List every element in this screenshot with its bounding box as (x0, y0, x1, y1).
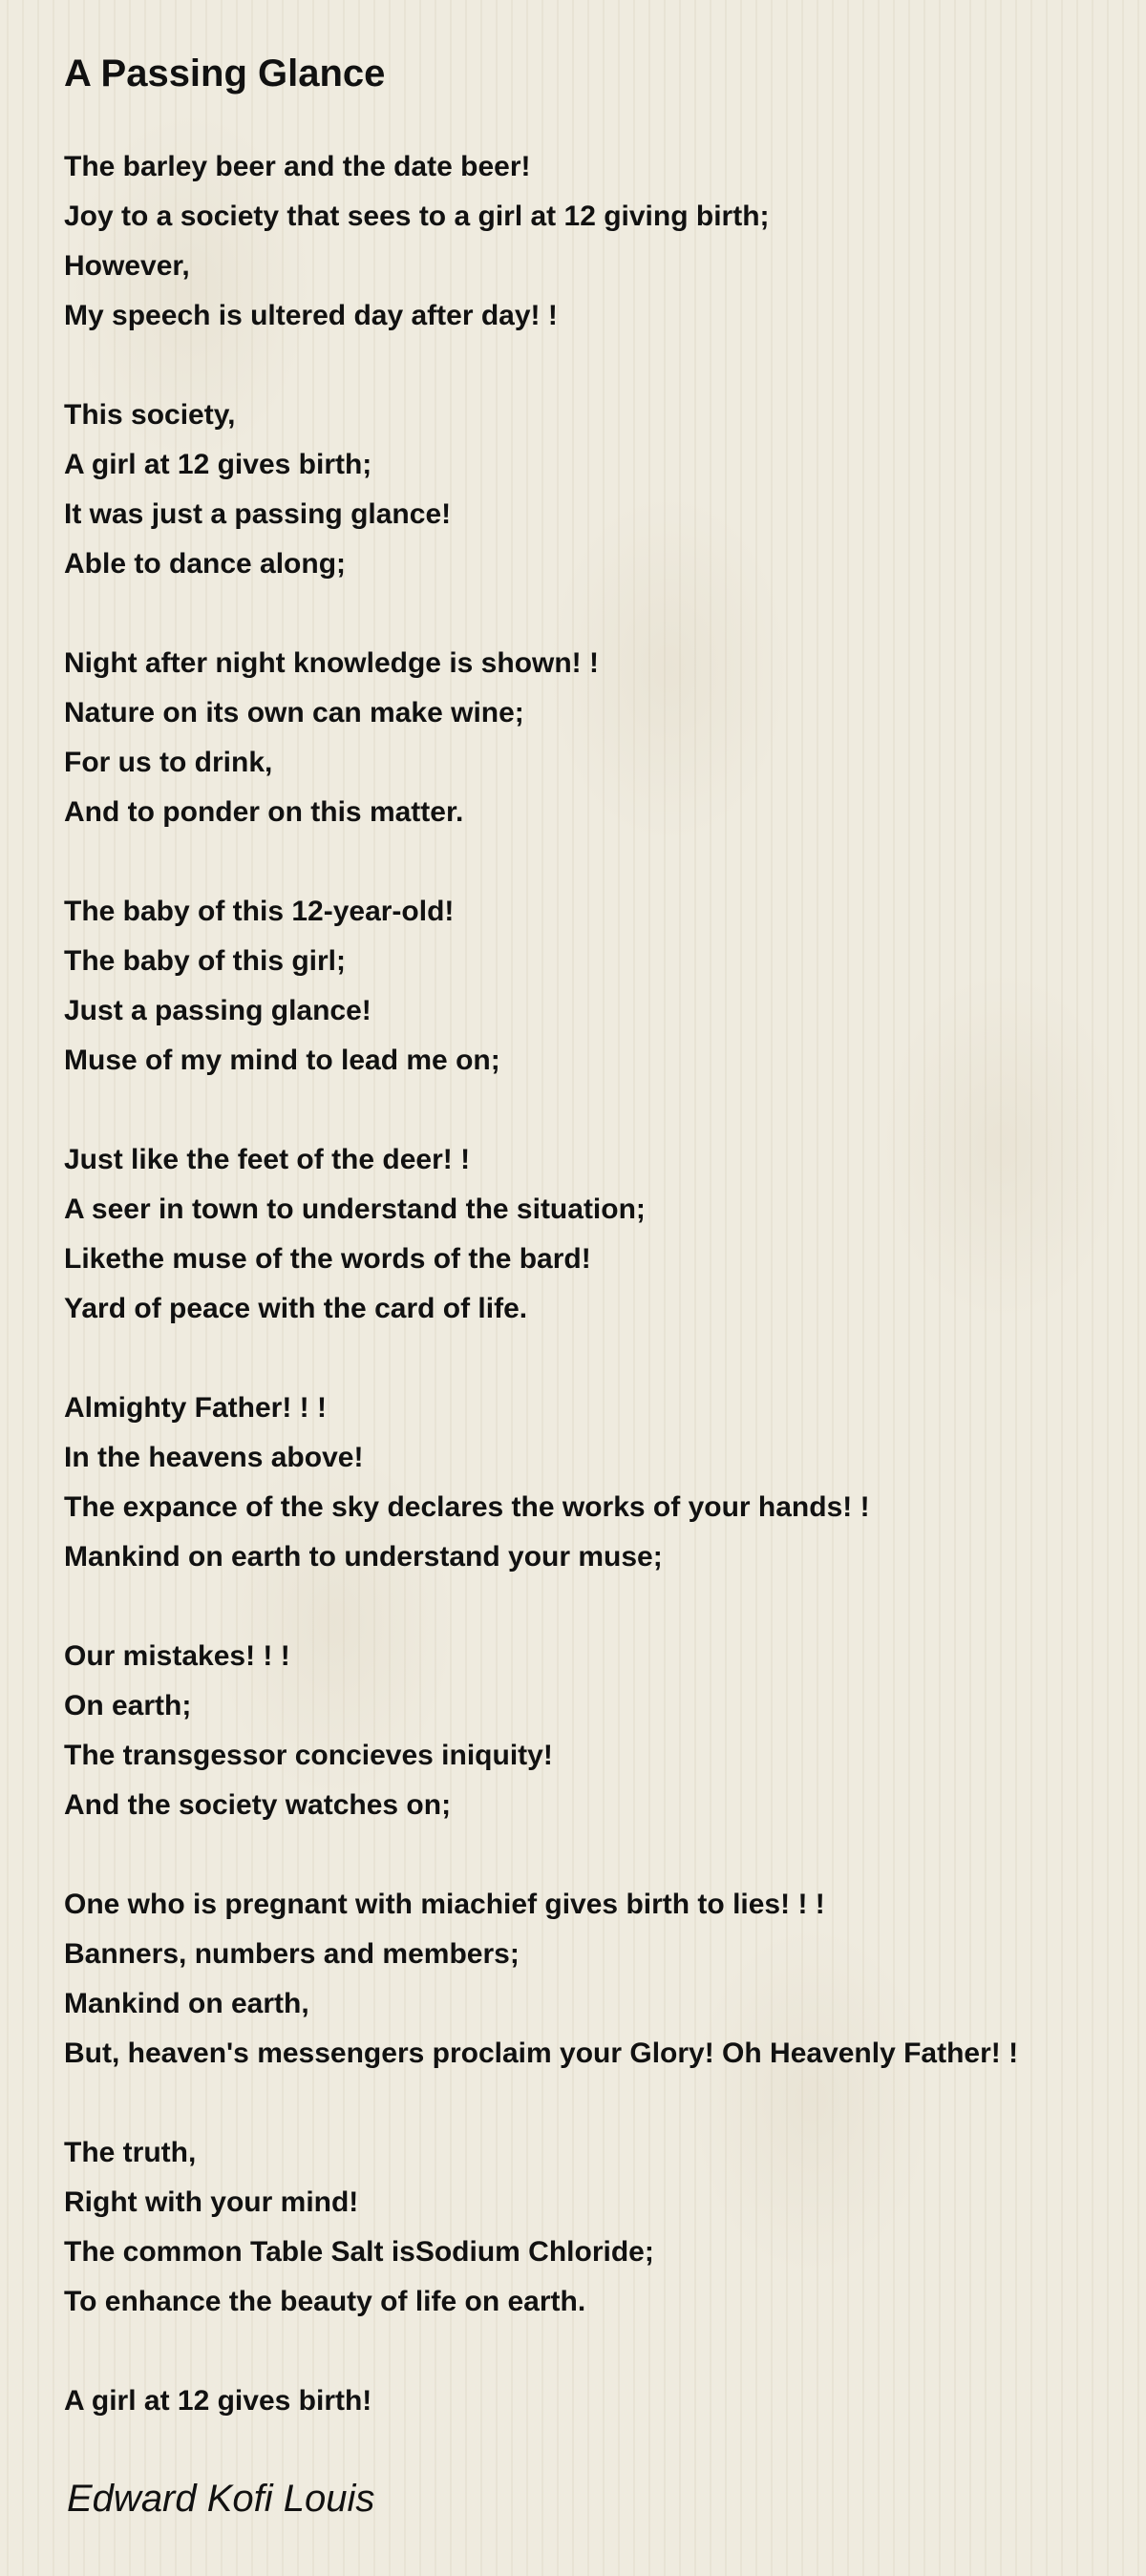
poem-line: My speech is ultered day after day! ! (64, 300, 558, 331)
poem-line: The truth, (64, 2137, 197, 2168)
poem-line: Right with your mind! (64, 2186, 359, 2218)
poem-line: A seer in town to understand the situation; (64, 1193, 646, 1225)
poem-line: A girl at 12 gives birth! (64, 2385, 372, 2417)
poem-line: The expance of the sky declares the works of your hands! ! (64, 1491, 870, 1523)
stanza (64, 1135, 1134, 1334)
poem-line: But, heaven's messengers proclaim your Glory! Oh Heavenly Father! ! (64, 2038, 1019, 2069)
poem-line: In the heavens above! (64, 1442, 364, 1473)
poem-author: Edward Kofi Louis (67, 2478, 375, 2520)
poem-line: To enhance the beauty of life on earth. (64, 2286, 586, 2317)
poem-line: Yard of peace with the card of life. (64, 1293, 528, 1324)
stanza (64, 1632, 1134, 1830)
poem-line: Almighty Father! ! ! (64, 1392, 327, 1424)
stanza (64, 391, 1134, 589)
poem-line: Joy to a society that sees to a girl at 12 giving birth; (64, 201, 770, 232)
poem-line: This society, (64, 399, 236, 431)
poem-line: Night after night knowledge is shown! ! (64, 647, 599, 679)
poem-line: However, (64, 250, 190, 282)
stanza (64, 639, 1134, 837)
poem-line: The common Table Salt isSodium Chloride; (64, 2236, 654, 2268)
poem-line: The barley beer and the date beer! (64, 151, 531, 182)
poem-line: Just a passing glance! (64, 995, 371, 1026)
poem-line: A girl at 12 gives birth; (64, 449, 372, 480)
poem-line: Mankind on earth to understand your muse; (64, 1541, 663, 1573)
poem-line: One who is pregnant with miachief gives birth to lies! ! ! (64, 1889, 825, 1920)
poem-line: The transgessor concieves iniquity! (64, 1740, 553, 1771)
stanza (64, 887, 1134, 1086)
stanza (64, 142, 1134, 341)
stanza (64, 1383, 1134, 1582)
stanza (64, 2376, 1134, 2426)
poem-title: A Passing Glance (64, 53, 386, 95)
poem-line: The baby of this 12-year-old! (64, 896, 455, 927)
poem-line: Mankind on earth, (64, 1988, 309, 2019)
poem-line: For us to drink, (64, 747, 273, 778)
poem-body (64, 142, 1134, 2476)
poem-line: Just like the feet of the deer! ! (64, 1144, 471, 1175)
poem-line: Nature on its own can make wine; (64, 697, 524, 728)
poem-line: On earth; (64, 1690, 192, 1721)
poem-line: And the society watches on; (64, 1789, 452, 1821)
poem-line: And to ponder on this matter. (64, 796, 464, 828)
poem-line: Able to dance along; (64, 548, 347, 580)
stanza (64, 1880, 1134, 2079)
stanza (64, 2128, 1134, 2327)
poem-line: Muse of my mind to lead me on; (64, 1045, 500, 1076)
poem-line: The baby of this girl; (64, 945, 347, 977)
poem-line: Banners, numbers and members; (64, 1938, 520, 1970)
poem-line: Our mistakes! ! ! (64, 1640, 290, 1672)
poem-line: It was just a passing glance! (64, 498, 452, 530)
poem-line: Likethe muse of the words of the bard! (64, 1243, 591, 1275)
